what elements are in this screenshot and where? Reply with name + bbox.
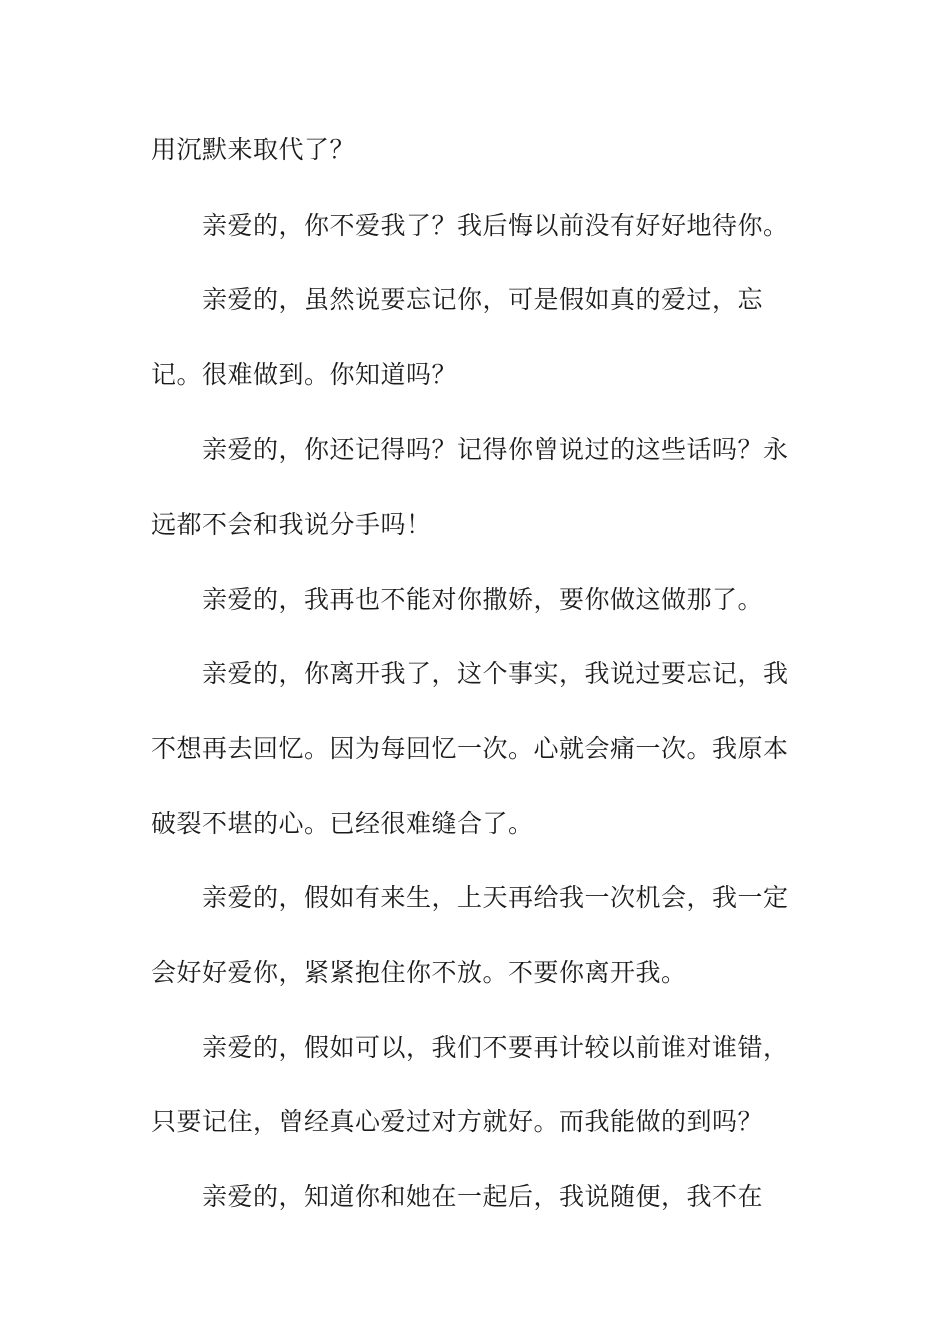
paragraph-start-line: 亲爱的，你离开我了，这个事实，我说过要忘记，我 [202, 659, 789, 688]
text-line: 用沉默来取代了？ [151, 135, 356, 164]
paragraph-start-line: 亲爱的，假如有来生，上天再给我一次机会，我一定 [202, 883, 789, 912]
paragraph-start-line: 亲爱的，你还记得吗？记得你曾说过的这些话吗？永 [202, 435, 789, 464]
paragraph-start-line: 亲爱的，你不爱我了？我后悔以前没有好好地待你。 [202, 211, 789, 240]
text-line: 远都不会和我说分手吗！ [151, 510, 432, 539]
paragraph-start-line: 亲爱的，我再也不能对你撒娇，要你做这做那了。 [202, 585, 764, 614]
paragraph-start-line: 亲爱的，假如可以，我们不要再计较以前谁对谁错， [202, 1033, 789, 1062]
paragraph-start-line: 亲爱的，虽然说要忘记你，可是假如真的爱过，忘 [202, 285, 764, 314]
paragraph-start-line: 亲爱的，知道你和她在一起后，我说随便，我不在 [202, 1182, 764, 1211]
text-line: 只要记住，曾经真心爱过对方就好。而我能做的到吗？ [151, 1107, 764, 1136]
text-line: 会好好爱你，紧紧抱住你不放。不要你离开我。 [151, 958, 687, 987]
text-line: 不想再去回忆。因为每回忆一次。心就会痛一次。我原本 [151, 734, 789, 763]
text-line: 记。很难做到。你知道吗？ [151, 360, 458, 389]
text-line: 破裂不堪的心。已经很难缝合了。 [151, 809, 534, 838]
